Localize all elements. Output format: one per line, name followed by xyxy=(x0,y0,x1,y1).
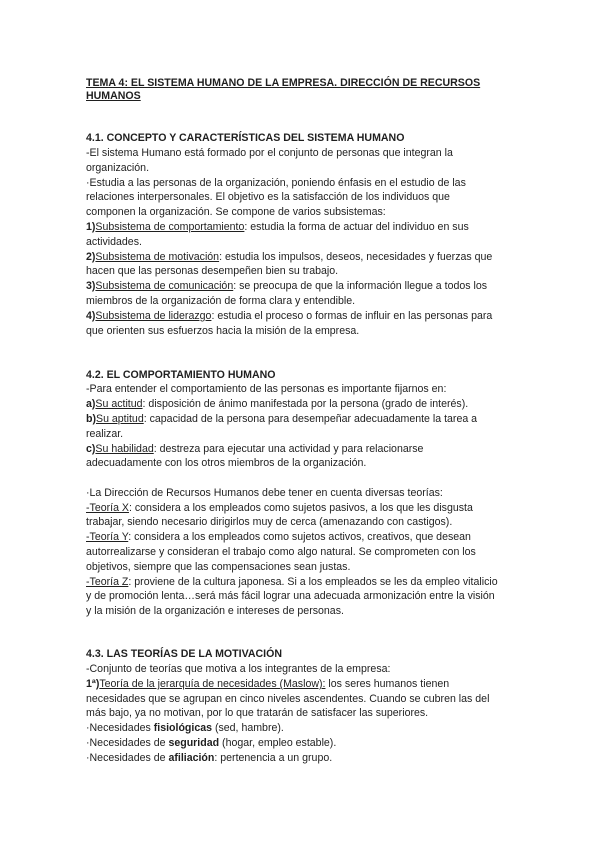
list-text: : capacidad de la persona para desempeñar adecuadamente la tarea a xyxy=(143,413,478,425)
list-text: : estudia la forma de actuar del individuo en sus xyxy=(244,221,469,233)
list-item xyxy=(86,220,469,234)
list-item xyxy=(86,309,492,323)
need-text: : pertenencia a un grupo. xyxy=(214,752,333,764)
need-prefix: ·Necesidades xyxy=(86,722,154,734)
list-item xyxy=(86,442,423,456)
document-title-line-1: TEMA 4: EL SISTEMA HUMANO DE LA EMPRESA. DIRECCIÓN DE RECURSOS xyxy=(86,77,481,89)
need-item xyxy=(86,721,284,735)
document-title-line-2: HUMANOS xyxy=(86,90,141,102)
list-item-continuation: más bajo, ya no motivan, por lo que tratarán de satisfacer las superiores. xyxy=(86,707,429,719)
list-item-continuation: actividades. xyxy=(86,236,142,248)
list-number: b) xyxy=(86,413,96,425)
list-item xyxy=(86,677,449,691)
list-label: Subsistema de comunicación xyxy=(95,280,234,292)
list-number: 1ª) xyxy=(86,678,100,690)
list-text: : disposición de ánimo manifestada por la persona (grado de interés). xyxy=(142,398,469,410)
paragraph-line: organización. xyxy=(86,162,150,174)
need-name: seguridad xyxy=(168,737,220,749)
theory-item xyxy=(86,501,473,515)
theory-label: -Teoría X xyxy=(86,502,129,514)
theory-continuation: y la misión de la organización e intereses de personas. xyxy=(86,605,344,617)
need-text: (hogar, empleo estable). xyxy=(219,737,337,749)
list-item xyxy=(86,250,492,264)
section-heading-4-2: 4.2. EL COMPORTAMIENTO HUMANO xyxy=(86,369,276,381)
list-item-continuation: hacen que las personas desempeñen bien su trabajo. xyxy=(86,265,339,277)
need-name: afiliación xyxy=(168,752,215,764)
theory-text: : considera a los empleados como sujetos pasivos, a los que les disgusta xyxy=(128,502,473,514)
list-number: c) xyxy=(86,443,96,455)
list-item xyxy=(86,279,487,293)
paragraph-line: -Para entender el comportamiento de las personas es importante fijarnos en: xyxy=(86,383,447,395)
need-name: fisiológicas xyxy=(153,722,212,734)
theory-continuation: y de promoción lenta…será más fácil lograr una adecuada armonización entre la visión xyxy=(86,590,495,602)
list-number: 4) xyxy=(86,310,96,322)
list-text: : destreza para ejecutar una actividad y para relacionarse xyxy=(153,443,424,455)
list-item-continuation: necesidades que se agrupan en cinco niveles ascendentes. Cuando se cubren las del xyxy=(86,693,490,705)
list-label: Teoría de la jerarquía de necesidades (Maslow): xyxy=(99,678,326,690)
theory-label: -Teoría Z xyxy=(86,576,129,588)
list-text: los seres humanos tienen xyxy=(325,678,450,690)
paragraph-line: relaciones interpersonales. El objetivo es la satisfacción de los individuos que xyxy=(86,191,450,203)
list-item-continuation: miembros de la organización de forma clara y entendible. xyxy=(86,295,356,307)
theory-text: : proviene de la cultura japonesa. Si a los empleados se les da empleo vitalicio xyxy=(128,576,498,588)
list-label: Su actitud xyxy=(95,398,143,410)
need-prefix: ·Necesidades de xyxy=(86,752,169,764)
list-number: 1) xyxy=(86,221,96,233)
need-text: (sed, hambre). xyxy=(212,722,284,734)
theory-text: : considera a los empleados como sujetos activos, creativos, que desean xyxy=(128,531,471,543)
paragraph-line: ·La Dirección de Recursos Humanos debe tener en cuenta diversas teorías: xyxy=(86,487,443,499)
list-label: Subsistema de liderazgo xyxy=(95,310,212,322)
list-text: : estudia los impulsos, deseos, necesidades y fuerzas que xyxy=(219,251,493,263)
theory-item xyxy=(86,530,471,544)
list-number: 3) xyxy=(86,280,96,292)
need-prefix: ·Necesidades de xyxy=(86,737,169,749)
theory-item xyxy=(86,575,498,589)
section-heading-4-1: 4.1. CONCEPTO Y CARACTERÍSTICAS DEL SISTEMA HUMANO xyxy=(86,132,405,144)
theory-label: -Teoría Y xyxy=(86,531,129,543)
need-item xyxy=(86,736,336,750)
paragraph-line: -Conjunto de teorías que motiva a los integrantes de la empresa: xyxy=(86,663,391,675)
section-heading-4-3: 4.3. LAS TEORÍAS DE LA MOTIVACIÓN xyxy=(86,648,282,660)
need-item xyxy=(86,751,332,765)
list-label: Su habilidad xyxy=(95,443,154,455)
list-label: Subsistema de comportamiento xyxy=(95,221,245,233)
list-text: : estudia el proceso o formas de influir en las personas para xyxy=(211,310,493,322)
list-item xyxy=(86,397,468,411)
list-number: a) xyxy=(86,398,96,410)
theory-continuation: autorrealizarse y consideran el trabajo como algo natural. Se comprometen con los xyxy=(86,546,476,558)
paragraph-line: componen la organización. Se compone de varios subsistemas: xyxy=(86,206,386,218)
theory-continuation: trabajar, siendo necesario dirigirlos muy de cerca (amenazando con castigos). xyxy=(86,516,453,528)
list-number: 2) xyxy=(86,251,96,263)
list-label: Su aptitud xyxy=(96,413,144,425)
list-label: Subsistema de motivación xyxy=(95,251,220,263)
list-item-continuation: realizar. xyxy=(86,428,124,440)
list-text: : se preocupa de que la información llegue a todos los xyxy=(233,280,488,292)
list-item xyxy=(86,412,477,426)
list-item-continuation: que orienten sus esfuerzos hacia la misión de la empresa. xyxy=(86,325,360,337)
theory-continuation: objetivos, siempre que las compensaciones sean justas. xyxy=(86,561,351,573)
list-item-continuation: adecuadamente con los otros miembros de la organización. xyxy=(86,457,367,469)
paragraph-line: ·Estudia a las personas de la organización, poniendo énfasis en el estudio de las xyxy=(86,177,466,189)
paragraph-line: -El sistema Humano está formado por el conjunto de personas que integran la xyxy=(86,147,453,159)
